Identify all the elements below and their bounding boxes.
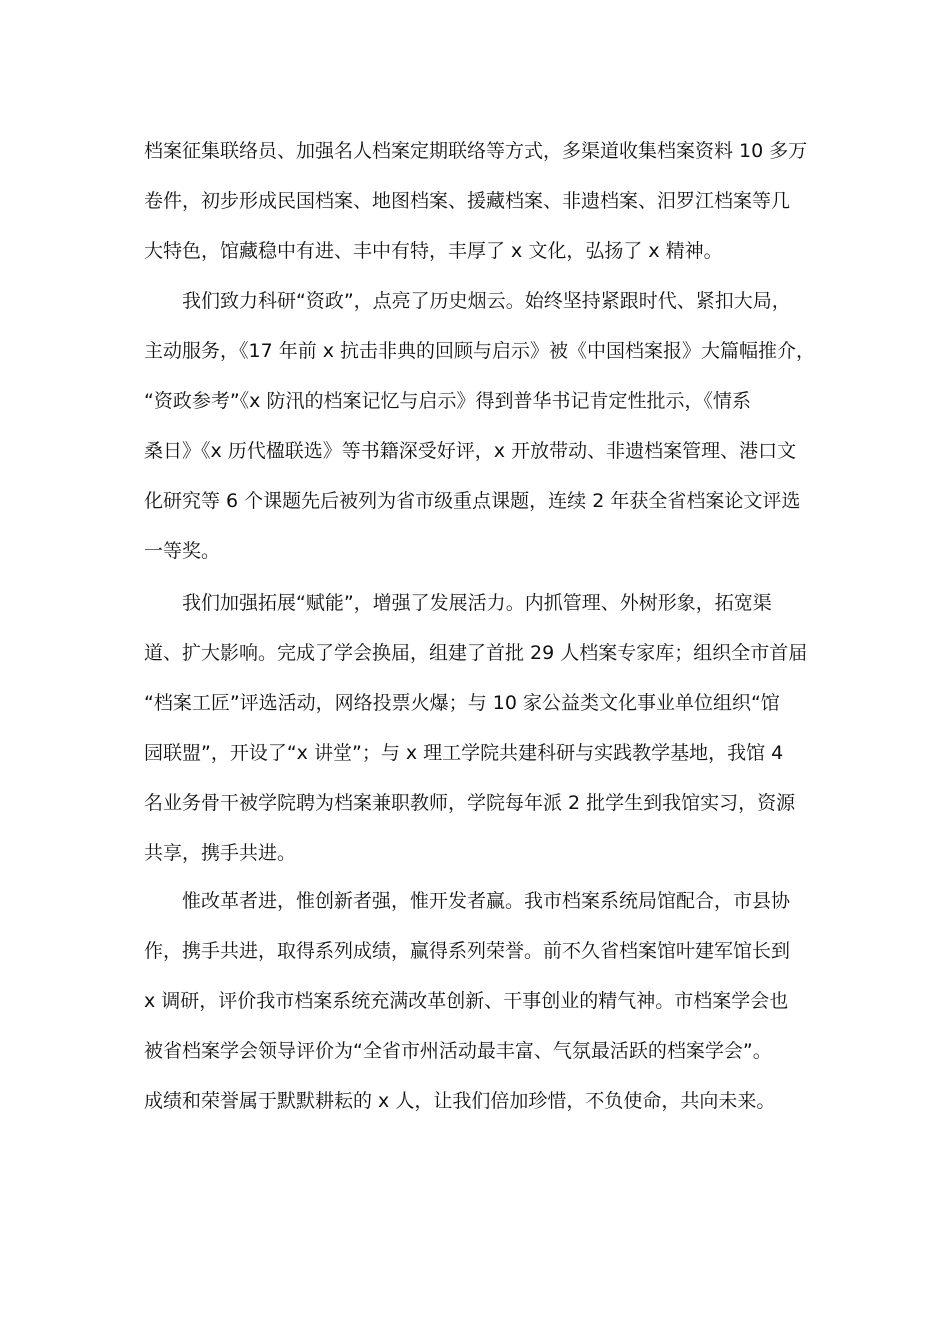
text-line: 主动服务，《17 年前 x 抗击非典的回顾与启示》被《中国档案报》大篇幅推介， bbox=[144, 340, 816, 362]
text-line: 我们加强拓展“赋能”，增强了发展活力。内抓管理、外树形象，拓宽渠 bbox=[182, 592, 772, 614]
paragraph-archive-collection bbox=[144, 126, 809, 276]
text-line: “档案工匠”评选活动，网络投票火爆；与 10 家公益类文化事业单位组织“馆 bbox=[144, 692, 780, 714]
text-line: 桑日》《x 历代楹联选》等书籍深受好评，x 开放带动、非遗档案管理、港口文 bbox=[144, 440, 797, 462]
text-line: 名业务骨干被学院聘为档案兼职教师，学院每年派 2 批学生到我馆实习，资源 bbox=[144, 792, 796, 814]
text-line: 成绩和荣誉属于默默耕耘的 x 人，让我们倍加珍惜，不负使命，共向未来。 bbox=[144, 1090, 776, 1112]
text-line: 被省档案学会领导评价为“全省市州活动最丰富、气氛最活跃的档案学会”。 bbox=[144, 1040, 772, 1062]
text-line: x 调研，评价我市档案系统充满改革创新、干事创业的精气神。市档案学会也 bbox=[144, 990, 789, 1012]
text-line: 惟改革者进，惟创新者强，惟开发者赢。我市档案系统局馆配合，市县协 bbox=[182, 890, 791, 912]
paragraph-research bbox=[144, 276, 816, 626]
text-line: 档案征集联络员、加强名人档案定期联络等方式，多渠道收集档案资料 10 多万 bbox=[144, 140, 808, 162]
paragraph-reform-innovation bbox=[144, 876, 809, 1126]
text-line: 大特色，馆藏稳中有进、丰中有特，丰厚了 x 文化，弘扬了 x 精神。 bbox=[144, 240, 723, 262]
text-line: 作，携手共进，取得系列成绩，赢得系列荣誉。前不久省档案馆叶建军馆长到 bbox=[144, 940, 791, 962]
text-line: “资政参考”《x 防汛的档案记忆与启示》得到普华书记肯定性批示，《情系 bbox=[144, 390, 751, 412]
text-line: 共享，携手共进。 bbox=[144, 842, 297, 864]
text-line: 园联盟”，开设了“x 讲堂”；与 x 理工学院共建科研与实践教学基地，我馆 4 bbox=[144, 742, 784, 764]
text-line: 我们致力科研“资政”，点亮了历史烟云。始终坚持紧跟时代、紧扣大局， bbox=[182, 290, 791, 312]
paragraph-empowerment bbox=[144, 578, 809, 878]
text-line: 卷件，初步形成民国档案、地图档案、援藏档案、非遗档案、汨罗江档案等几 bbox=[144, 190, 791, 212]
text-line: 一等奖。 bbox=[144, 540, 221, 562]
text-line: 道、扩大影响。完成了学会换届，组建了首批 29 人档案专家库；组织全市首届 bbox=[144, 642, 808, 664]
text-line: 化研究等 6 个课题先后被列为省市级重点课题，连续 2 年获全省档案论文评选 bbox=[144, 490, 801, 512]
